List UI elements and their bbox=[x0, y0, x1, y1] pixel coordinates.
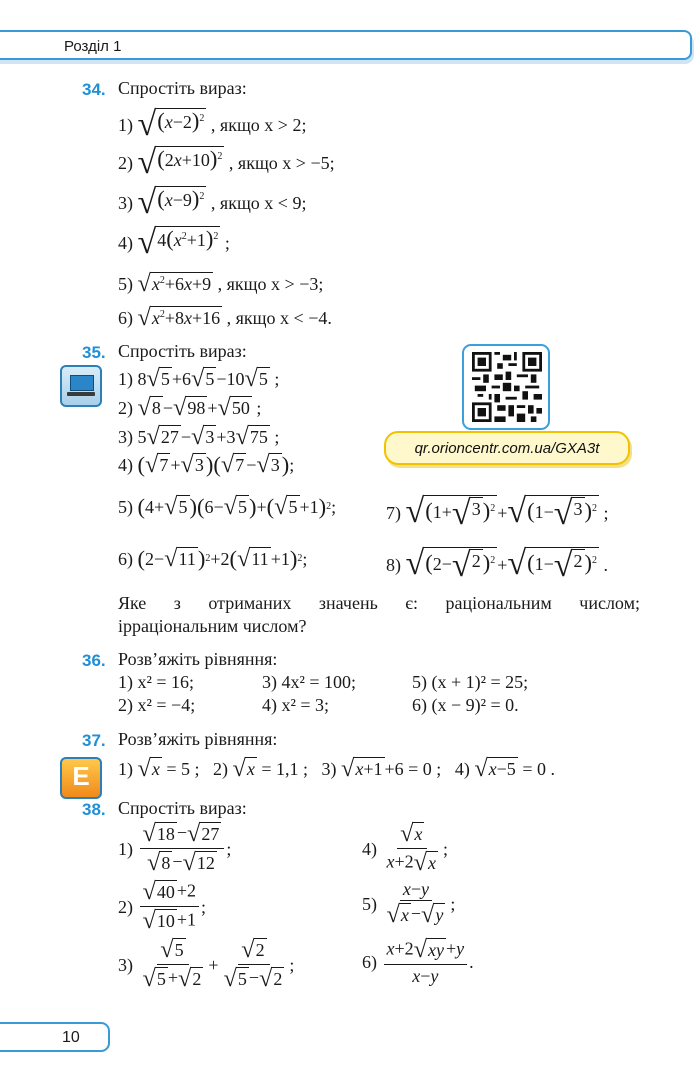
exercise-number-37: 37. bbox=[82, 731, 106, 750]
ex35-item-6: 6) ( 2− √ 11 ) 2 +2 ( √ 11 +1 ) 2 ; bbox=[118, 545, 308, 572]
computer-icon bbox=[60, 365, 102, 407]
ex34-item-4: 4) √ $4(x^2+1)^2$ ; bbox=[118, 224, 230, 261]
exercise-37-title: Розв’яжіть рівняння: bbox=[118, 729, 278, 749]
ex37-items: 1) √ x = 5 ; 2) √ x = 1,1 ; 3) √ x+1 +6 = 0 ; 4) √ x−5 = 0 . bbox=[118, 755, 555, 782]
ex34-item-3: 3) √ $(x-9)^2$ , якщо x < 9; bbox=[118, 184, 307, 221]
section-header bbox=[0, 30, 692, 60]
ex35-question: Яке з отриманих значень є: раціональним числом; bbox=[118, 593, 640, 613]
exercise-34-title: Спростіть вираз: bbox=[118, 78, 247, 98]
exercise-36-title: Розв’яжіть рівняння: bbox=[118, 649, 278, 669]
ex35-item-5: 5) ( 4+ √ 5 )( 6− √ 5 ) + ( √ 5 +1 ) 2 ; bbox=[118, 493, 337, 520]
ex35-question-2: ірраціональним числом? bbox=[118, 616, 307, 636]
ex36-item-6: 6) (x − 9)² = 0. bbox=[412, 695, 519, 715]
ex36-item-3: 3) 4x² = 100; bbox=[262, 672, 357, 692]
page-number-box bbox=[0, 1022, 110, 1052]
section-title: Розділ 1 bbox=[64, 38, 122, 55]
exercise-number-38: 38. bbox=[82, 800, 106, 819]
ex34-item-5: 5) √ $x^2+6x+9$ , якщо x > −3; bbox=[118, 270, 324, 297]
ex38-item-1: 1) √ 18 − √ 27 √ 8 − √ 12 ; bbox=[118, 820, 232, 877]
exercise-35-title: Спростіть вираз: bbox=[118, 341, 247, 361]
ex35-item-8: 8) √ (2− √ 2 )$^2$ + √ (1− √ 2 )$^2$ . bbox=[386, 545, 609, 584]
qr-code[interactable] bbox=[462, 344, 550, 430]
ex35-item-4: 4) ( √ 7 + √ 3 )( √ 7 − √ 3 ) ; bbox=[118, 451, 295, 478]
ex38-item-3: 3) √ 5 √ 5 + √ 2 + √ 2 √ 5 − √ 2 ; bbox=[118, 936, 295, 993]
qr-link[interactable]: qr.orioncentr.com.ua/GXA3t bbox=[384, 431, 630, 465]
ex38-item-2: 2) √ 40 +2 √ 10 +1 ; bbox=[118, 878, 207, 935]
exercise-number-35: 35. bbox=[82, 343, 106, 362]
ex38-item-5: 5) x−y √ x − √ y ; bbox=[362, 879, 456, 928]
ex35-item-3: 3) 5 √ 27 − √ 3 +3 √ 75 ; bbox=[118, 423, 280, 450]
ex34-item-1: 1) √ $(x-2)^2$ , якщо x > 2; bbox=[118, 106, 307, 143]
exercise-number-34: 34. bbox=[82, 80, 106, 99]
ex34-item-6: 6) √ $x^2+8x+16$ , якщо x < −4. bbox=[118, 304, 332, 331]
e-badge-icon: E bbox=[60, 757, 102, 799]
ex35-item-2: 2) √ 8 − √ 98 + √ 50 ; bbox=[118, 394, 262, 421]
ex38-item-4: 4) √ x x+2 √ x ; bbox=[362, 820, 449, 877]
qr-code-icon bbox=[472, 352, 542, 422]
exercise-38-title: Спростіть вираз: bbox=[118, 798, 247, 818]
ex36-item-5: 5) (x + 1)² = 25; bbox=[412, 672, 529, 692]
ex36-item-4: 4) x² = 3; bbox=[262, 695, 330, 715]
ex35-item-1: 1) 8 √ 5 +6 √ 5 −10 √ 5 ; bbox=[118, 365, 280, 392]
ex36-item-2: 2) x² = −4; bbox=[118, 695, 196, 715]
ex38-item-6: 6) x+2 √ xy +y x−y . bbox=[362, 936, 474, 987]
exercise-number-36: 36. bbox=[82, 651, 106, 670]
ex36-item-1: 1) x² = 16; bbox=[118, 672, 195, 692]
ex35-item-7: 7) √ (1+ √ 3 )$^2$ + √ (1− √ 3 )$^2$ ; bbox=[386, 493, 609, 532]
page-number: 10 bbox=[62, 1029, 80, 1046]
ex34-item-2: 2) √ $(2x+10)^2$ , якщо x > −5; bbox=[118, 144, 335, 181]
